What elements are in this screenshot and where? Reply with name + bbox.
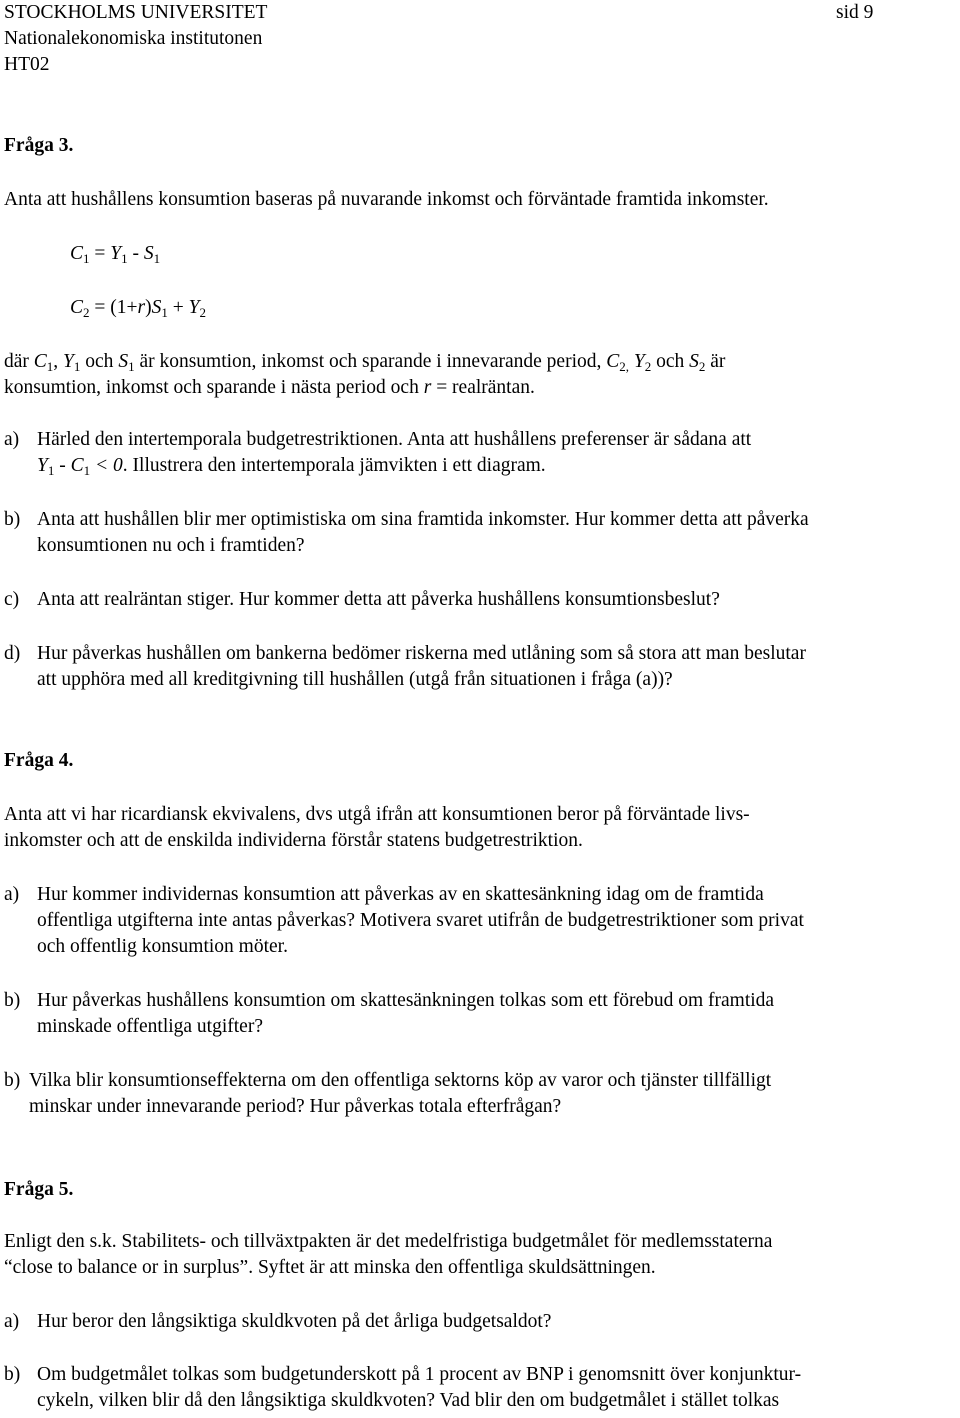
var-subscript: 2	[644, 359, 652, 374]
intro-line: Anta att vi har ricardiansk ekvivalens, dvs utgå ifrån att konsumtionen beror på förväntade livs-	[4, 804, 750, 825]
var-subscript: 1	[83, 463, 91, 478]
var-subscript: 1	[128, 359, 135, 374]
item-label: a)	[4, 1311, 20, 1332]
text-fragment: -	[54, 455, 71, 476]
eq-operator: = (1+	[89, 297, 138, 318]
eq-subscript: 1	[153, 251, 161, 266]
item-label: b)	[4, 1070, 21, 1091]
text-fragment: där	[4, 351, 34, 372]
eq-symbol: S	[151, 297, 162, 318]
item-label: d)	[4, 643, 21, 664]
eq-symbol: Y	[110, 243, 122, 264]
var-symbol: r	[423, 377, 432, 398]
text-fragment: och	[80, 351, 119, 372]
text-fragment: är	[705, 351, 726, 372]
eq-subscript: 1	[121, 251, 128, 266]
department-name: Nationalekonomiska institutonen	[4, 28, 263, 49]
var-subscript: 1	[73, 359, 81, 374]
intro-line: inkomster och att de enskilda individerna förstår statens budgetrestriktion.	[4, 830, 583, 851]
var-subscript: 2	[698, 359, 706, 374]
var-symbol: C	[70, 455, 84, 476]
question-4-title: Fråga 4.	[4, 750, 74, 771]
intro-line: Enligt den s.k. Stabilitets- och tillväxtpakten är det medelfristiga budgetmålet för medlemsstaterna	[4, 1231, 773, 1252]
eq-symbol: r	[137, 297, 146, 318]
question-4-intro	[4, 802, 750, 854]
text-fragment: ,	[53, 351, 64, 372]
eq-subscript: 2	[83, 305, 90, 320]
term-label: HT02	[4, 54, 50, 75]
item-text: Anta att realräntan stiger. Hur kommer detta att påverka hushållens konsumtionsbeslut?	[37, 589, 720, 610]
eq-symbol: S	[143, 243, 154, 264]
item-label: b)	[4, 509, 21, 530]
question-3-title: Fråga 3.	[4, 135, 74, 156]
item-text: och offentlig konsumtion möter.	[37, 936, 288, 957]
var-symbol: S	[689, 351, 699, 372]
question-3-intro: Anta att hushållens konsumtion baseras på nuvarande inkomst och förväntade framtida inkomster.	[4, 189, 769, 210]
item-text: Anta att hushållen blir mer optimistiska om sina framtida inkomster. Hur kommer detta att påverka	[37, 509, 809, 530]
university-name: STOCKHOLMS UNIVERSITET	[4, 2, 268, 23]
text-fragment: = realräntan.	[431, 377, 535, 398]
item-label: b)	[4, 1364, 21, 1385]
text-fragment: är konsumtion, inkomst och sparande i innevarande period,	[134, 351, 607, 372]
var-subscript: 2,	[619, 359, 630, 374]
item-text: Vilka blir konsumtionseffekterna om den offentliga sektorns köp av varor och tjänster tillfälligt	[29, 1070, 772, 1091]
item-text: Om budgetmålet tolkas som budgetunderskott på 1 procent av BNP i genomsnitt över konjunktur-	[37, 1364, 802, 1385]
eq-subscript: 2	[199, 305, 206, 320]
equation-consumption-period-2	[70, 295, 206, 321]
eq-subscript: 1	[161, 305, 168, 320]
item-text: Hur påverkas hushållens konsumtion om skattesänkningen tolkas som ett förebud om framtida	[37, 990, 775, 1011]
item-text: Härled den intertemporala budgetrestriktionen. Anta att hushållens preferenser är sådana att	[37, 429, 752, 450]
eq-symbol: C	[70, 243, 84, 264]
text-fragment: konsumtion, inkomst och sparande i nästa period och	[4, 377, 424, 398]
eq-symbol: Y	[188, 297, 200, 318]
item-text: konsumtionen nu och i framtiden?	[37, 535, 305, 556]
item-text: Hur beror den långsiktiga skuldkvoten på det årliga budgetsaldot?	[37, 1311, 552, 1332]
item-text: minskade offentliga utgifter?	[37, 1016, 263, 1037]
var-symbol: C	[606, 351, 620, 372]
eq-subscript: 1	[83, 251, 90, 266]
item-label: a)	[4, 429, 20, 450]
question-5-title: Fråga 5.	[4, 1179, 74, 1200]
var-symbol: S	[118, 351, 129, 372]
item-text: offentliga utgifterna inte antas påverkas? Motivera svaret utifrån de budgetrestriktioner som privat	[37, 910, 804, 931]
item-label: b)	[4, 990, 21, 1011]
item-text: cykeln, vilken blir då den långsiktiga skuldkvoten? Vad blir den om budgetmålet i stället tolkas	[37, 1390, 780, 1411]
eq-symbol: C	[70, 297, 84, 318]
eq-operator: -	[127, 243, 144, 264]
eq-operator: =	[89, 243, 111, 264]
page-number: sid 9	[836, 2, 874, 23]
text-fragment: < 0	[90, 455, 123, 476]
equation-consumption-period-1	[70, 241, 160, 267]
question-5-intro	[4, 1229, 772, 1281]
var-symbol: Y	[37, 455, 48, 476]
var-symbol: Y	[633, 351, 645, 372]
var-subscript: 1	[46, 359, 54, 374]
item-label: a)	[4, 884, 20, 905]
var-symbol: Y	[63, 351, 74, 372]
text-fragment: . Illustrera den intertemporala jämvikten i ett diagram.	[122, 455, 546, 476]
var-symbol: C	[33, 351, 47, 372]
item-label: c)	[4, 589, 20, 610]
text-fragment: och	[651, 351, 690, 372]
item-text: minskar under innevarande period? Hur påverkas totala efterfrågan?	[29, 1096, 562, 1117]
item-text: att upphöra med all kreditgivning till hushållen (utgå från situationen i fråga (a))?	[37, 669, 673, 690]
item-text: Hur kommer individernas konsumtion att påverkas av en skattesänkning idag om de framtida	[37, 884, 764, 905]
item-text: Hur påverkas hushållen om bankerna bedömer riskerna med utlåning som så stora att man beslutar	[37, 643, 806, 664]
variable-definitions	[4, 349, 725, 401]
var-subscript: 1	[47, 463, 55, 478]
item-text	[37, 453, 751, 479]
intro-line: “close to balance or in surplus”. Syftet är att minska den offentliga skuldsättningen.	[4, 1257, 656, 1278]
eq-operator: )	[145, 297, 152, 318]
eq-operator: +	[167, 297, 189, 318]
